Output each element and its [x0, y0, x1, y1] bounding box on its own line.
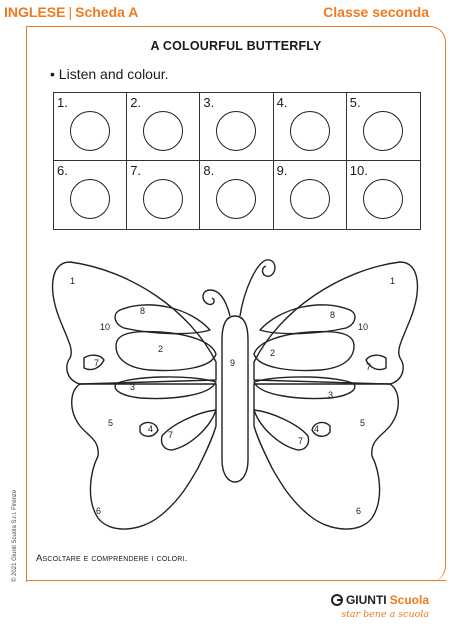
label-right-2: 2 [270, 348, 276, 358]
label-left-6: 6 [96, 506, 102, 516]
left-upper-wing [53, 262, 216, 384]
logo-main-text: GIUNTI [345, 593, 387, 607]
label-body-9: 9 [230, 358, 236, 368]
butterfly-body [222, 316, 248, 482]
grid-cell [127, 93, 200, 161]
cell-number: 9. [276, 163, 288, 178]
cell-number: 1. [57, 95, 68, 110]
copyright-note: © 2021 Giunti Scuola S.r.l. Firenze [12, 489, 18, 582]
left-lower-wing [72, 384, 216, 529]
colour-circle[interactable] [70, 111, 110, 151]
label-left-1: 1 [70, 276, 76, 286]
header-sheet: Scheda A [75, 4, 139, 20]
label-right-4: 4 [314, 424, 320, 434]
right-lower-wing [254, 384, 398, 529]
label-left-7b: 7 [168, 430, 174, 440]
cell-number: 3. [203, 95, 215, 110]
cell-number: 8. [203, 163, 215, 178]
colour-circle[interactable] [363, 111, 403, 151]
cell-number: 7. [130, 163, 142, 178]
header-grade: Classe seconda [323, 4, 429, 20]
cell-number: 10. [349, 163, 368, 178]
grid-cell [127, 161, 200, 229]
cell-number: 5. [349, 95, 361, 110]
right-shape-8 [260, 305, 355, 334]
header-subject-sheet [4, 4, 138, 20]
cell-number: 6. [57, 163, 68, 178]
label-right-1: 1 [390, 276, 396, 286]
colour-circle[interactable] [143, 179, 183, 219]
header-separator: | [68, 4, 73, 20]
giunti-g-icon [331, 594, 343, 606]
colour-circle[interactable] [143, 111, 183, 151]
label-right-7b: 7 [298, 436, 304, 446]
colour-circle[interactable] [363, 179, 403, 219]
colour-circle[interactable] [70, 179, 110, 219]
page-title: A COLOURFUL BUTTERFLY [150, 39, 322, 53]
activity-description: Ascoltare e comprendere i colori. [36, 553, 188, 564]
page-frame-left [26, 26, 27, 582]
label-right-5: 5 [360, 418, 366, 428]
instruction-text: • Listen and colour. [50, 66, 169, 82]
left-antenna [203, 290, 230, 316]
grid-cell [347, 93, 420, 161]
publisher-tagline: star bene a scuola [341, 609, 429, 620]
label-left-3: 3 [130, 382, 136, 392]
colour-circle[interactable] [290, 111, 330, 151]
label-right-6: 6 [356, 506, 362, 516]
grid-cell [274, 93, 347, 161]
grid-cell [54, 161, 127, 229]
grid-cell [347, 161, 420, 229]
label-left-7a: 7 [94, 358, 100, 368]
right-antenna [240, 260, 275, 316]
logo-brand-text: Scuola [389, 593, 429, 607]
label-left-2: 2 [158, 344, 164, 354]
publisher-logo [331, 593, 429, 607]
colour-circle[interactable] [290, 179, 330, 219]
label-left-10: 10 [100, 322, 111, 332]
grid-cell [54, 93, 127, 161]
header-subject: INGLESE [4, 4, 66, 20]
label-left-5: 5 [108, 418, 114, 428]
label-right-8: 8 [330, 310, 336, 320]
cell-number: 4. [276, 95, 288, 110]
colour-grid [53, 92, 421, 230]
colour-circle[interactable] [216, 179, 256, 219]
grid-cell [274, 161, 347, 229]
label-right-10: 10 [358, 322, 369, 332]
label-right-3: 3 [328, 390, 334, 400]
grid-cell [200, 93, 273, 161]
left-shape-8 [115, 305, 210, 334]
page-frame-bottom [26, 580, 446, 581]
label-left-8: 8 [140, 306, 146, 316]
colour-circle[interactable] [216, 111, 256, 151]
grid-cell [200, 161, 273, 229]
label-left-4: 4 [148, 424, 154, 434]
label-right-7a: 7 [366, 362, 372, 372]
cell-number: 2. [130, 95, 142, 110]
butterfly-drawing [40, 250, 440, 540]
